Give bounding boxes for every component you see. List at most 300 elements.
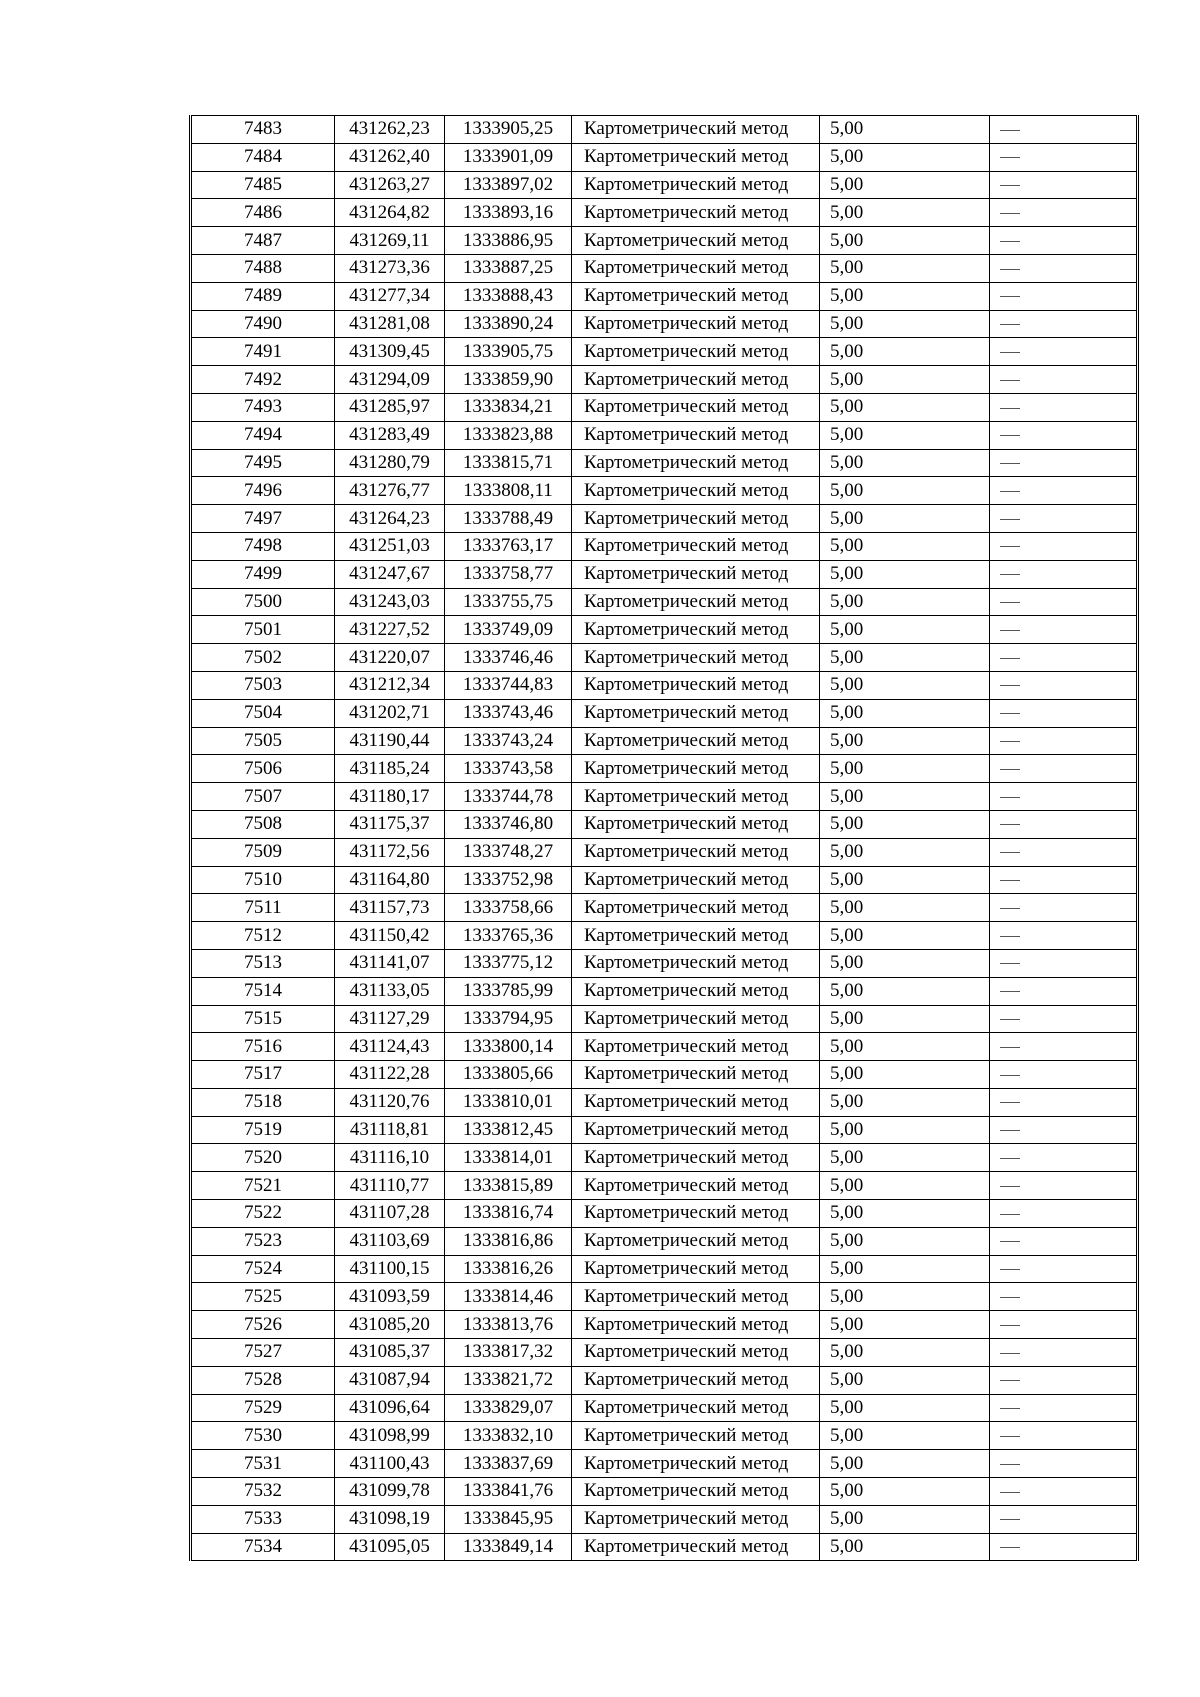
dash-mark xyxy=(1000,1380,1020,1381)
table-row xyxy=(191,699,1138,727)
method-cell: Картометрический метод xyxy=(572,505,820,533)
description-cell xyxy=(990,338,1138,366)
dash-mark xyxy=(1000,1492,1020,1493)
x-coordinate-cell: 431283,49 xyxy=(335,421,445,449)
table-row xyxy=(191,1283,1138,1311)
accuracy-cell: 5,00 xyxy=(820,1061,990,1089)
description-cell xyxy=(990,1450,1138,1478)
dash-mark xyxy=(1000,213,1020,214)
dash-mark xyxy=(1000,1214,1020,1215)
table-row xyxy=(191,1061,1138,1089)
table-row xyxy=(191,783,1138,811)
point-number-cell: 7499 xyxy=(191,560,335,588)
x-coordinate-cell: 431093,59 xyxy=(335,1283,445,1311)
method-cell: Картометрический метод xyxy=(572,810,820,838)
dash-text xyxy=(1020,228,1021,229)
y-coordinate-cell: 1333758,66 xyxy=(445,894,572,922)
accuracy-cell: 5,00 xyxy=(820,366,990,394)
point-number-cell: 7485 xyxy=(191,171,335,199)
dash-mark xyxy=(1000,1047,1020,1048)
point-number-cell: 7524 xyxy=(191,1255,335,1283)
point-number-cell: 7501 xyxy=(191,616,335,644)
dash-mark xyxy=(1000,324,1020,325)
y-coordinate-cell: 1333743,46 xyxy=(445,699,572,727)
y-coordinate-cell: 1333829,07 xyxy=(445,1394,572,1422)
dash-mark xyxy=(1000,908,1020,909)
accuracy-cell: 5,00 xyxy=(820,171,990,199)
table-row xyxy=(191,199,1138,227)
y-coordinate-cell: 1333765,36 xyxy=(445,922,572,950)
description-cell xyxy=(990,1088,1138,1116)
description-cell xyxy=(990,1311,1138,1339)
dash-mark xyxy=(1000,185,1020,186)
dash-text xyxy=(1020,728,1021,729)
dash-text xyxy=(1020,672,1021,673)
dash-mark xyxy=(1000,1102,1020,1103)
x-coordinate-cell: 431243,03 xyxy=(335,588,445,616)
description-cell xyxy=(990,477,1138,505)
point-number-cell: 7532 xyxy=(191,1478,335,1506)
dash-mark xyxy=(1000,658,1020,659)
method-cell: Картометрический метод xyxy=(572,977,820,1005)
dash-mark xyxy=(1000,1130,1020,1131)
table-row xyxy=(191,949,1138,977)
y-coordinate-cell: 1333743,24 xyxy=(445,727,572,755)
method-cell: Картометрический метод xyxy=(572,1339,820,1367)
y-coordinate-cell: 1333890,24 xyxy=(445,310,572,338)
dash-mark xyxy=(1000,1519,1020,1520)
table-row xyxy=(191,894,1138,922)
y-coordinate-cell: 1333755,75 xyxy=(445,588,572,616)
description-cell xyxy=(990,1533,1138,1561)
method-cell: Картометрический метод xyxy=(572,949,820,977)
method-cell: Картометрический метод xyxy=(572,616,820,644)
x-coordinate-cell: 431100,15 xyxy=(335,1255,445,1283)
y-coordinate-cell: 1333816,74 xyxy=(445,1200,572,1228)
x-coordinate-cell: 431280,79 xyxy=(335,449,445,477)
dash-mark xyxy=(1000,463,1020,464)
method-cell: Картометрический метод xyxy=(572,1200,820,1228)
y-coordinate-cell: 1333887,25 xyxy=(445,254,572,282)
dash-mark xyxy=(1000,1408,1020,1409)
description-cell xyxy=(990,310,1138,338)
dash-text xyxy=(1020,1145,1021,1146)
method-cell: Картометрический метод xyxy=(572,1227,820,1255)
point-number-cell: 7525 xyxy=(191,1283,335,1311)
table-row xyxy=(191,143,1138,171)
dash-text xyxy=(1020,144,1021,145)
dash-text xyxy=(1020,478,1021,479)
table-row xyxy=(191,1200,1138,1228)
x-coordinate-cell: 431185,24 xyxy=(335,755,445,783)
dash-mark xyxy=(1000,963,1020,964)
y-coordinate-cell: 1333893,16 xyxy=(445,199,572,227)
accuracy-cell: 5,00 xyxy=(820,977,990,1005)
x-coordinate-cell: 431175,37 xyxy=(335,810,445,838)
dash-text xyxy=(1020,1034,1021,1035)
dash-mark xyxy=(1000,630,1020,631)
dash-mark xyxy=(1000,1547,1020,1548)
dash-text xyxy=(1020,784,1021,785)
point-number-cell: 7507 xyxy=(191,783,335,811)
dash-text xyxy=(1020,867,1021,868)
table-row xyxy=(191,1478,1138,1506)
description-cell xyxy=(990,505,1138,533)
description-cell xyxy=(990,727,1138,755)
x-coordinate-cell: 431110,77 xyxy=(335,1172,445,1200)
dash-mark xyxy=(1000,769,1020,770)
point-number-cell: 7527 xyxy=(191,1339,335,1367)
description-cell xyxy=(990,810,1138,838)
point-number-cell: 7518 xyxy=(191,1088,335,1116)
y-coordinate-cell: 1333743,58 xyxy=(445,755,572,783)
method-cell: Картометрический метод xyxy=(572,338,820,366)
description-cell xyxy=(990,1116,1138,1144)
method-cell: Картометрический метод xyxy=(572,1450,820,1478)
method-cell: Картометрический метод xyxy=(572,1255,820,1283)
dash-text xyxy=(1020,1256,1021,1257)
dash-text xyxy=(1020,1200,1021,1201)
table-row xyxy=(191,671,1138,699)
dash-mark xyxy=(1000,352,1020,353)
accuracy-cell: 5,00 xyxy=(820,393,990,421)
table-row xyxy=(191,1533,1138,1561)
method-cell: Картометрический метод xyxy=(572,671,820,699)
accuracy-cell: 5,00 xyxy=(820,1283,990,1311)
point-number-cell: 7493 xyxy=(191,393,335,421)
y-coordinate-cell: 1333905,25 xyxy=(445,116,572,144)
y-coordinate-cell: 1333816,86 xyxy=(445,1227,572,1255)
method-cell: Картометрический метод xyxy=(572,894,820,922)
point-number-cell: 7534 xyxy=(191,1533,335,1561)
accuracy-cell: 5,00 xyxy=(820,227,990,255)
y-coordinate-cell: 1333849,14 xyxy=(445,1533,572,1561)
point-number-cell: 7530 xyxy=(191,1422,335,1450)
point-number-cell: 7513 xyxy=(191,949,335,977)
method-cell: Картометрический метод xyxy=(572,1088,820,1116)
accuracy-cell: 5,00 xyxy=(820,1144,990,1172)
y-coordinate-cell: 1333763,17 xyxy=(445,532,572,560)
point-number-cell: 7486 xyxy=(191,199,335,227)
y-coordinate-cell: 1333805,66 xyxy=(445,1061,572,1089)
y-coordinate-cell: 1333785,99 xyxy=(445,977,572,1005)
dash-text xyxy=(1020,589,1021,590)
dash-mark xyxy=(1000,1269,1020,1270)
dash-text xyxy=(1020,1478,1021,1479)
dash-text xyxy=(1020,1228,1021,1229)
y-coordinate-cell: 1333886,95 xyxy=(445,227,572,255)
document-page xyxy=(189,115,1136,1561)
table-row xyxy=(191,227,1138,255)
accuracy-cell: 5,00 xyxy=(820,810,990,838)
method-cell: Картометрический метод xyxy=(572,644,820,672)
dash-mark xyxy=(1000,1019,1020,1020)
dash-mark xyxy=(1000,797,1020,798)
accuracy-cell: 5,00 xyxy=(820,1450,990,1478)
accuracy-cell: 5,00 xyxy=(820,1116,990,1144)
x-coordinate-cell: 431277,34 xyxy=(335,282,445,310)
method-cell: Картометрический метод xyxy=(572,1311,820,1339)
x-coordinate-cell: 431122,28 xyxy=(335,1061,445,1089)
point-number-cell: 7510 xyxy=(191,866,335,894)
dash-text xyxy=(1020,839,1021,840)
point-number-cell: 7504 xyxy=(191,699,335,727)
accuracy-cell: 5,00 xyxy=(820,1200,990,1228)
dash-mark xyxy=(1000,852,1020,853)
description-cell xyxy=(990,922,1138,950)
description-cell xyxy=(990,1061,1138,1089)
method-cell: Картометрический метод xyxy=(572,866,820,894)
method-cell: Картометрический метод xyxy=(572,1033,820,1061)
accuracy-cell: 5,00 xyxy=(820,616,990,644)
table-row xyxy=(191,1339,1138,1367)
table-row xyxy=(191,1422,1138,1450)
x-coordinate-cell: 431262,40 xyxy=(335,143,445,171)
y-coordinate-cell: 1333800,14 xyxy=(445,1033,572,1061)
accuracy-cell: 5,00 xyxy=(820,477,990,505)
method-cell: Картометрический метод xyxy=(572,1422,820,1450)
y-coordinate-cell: 1333746,46 xyxy=(445,644,572,672)
dash-text xyxy=(1020,1006,1021,1007)
y-coordinate-cell: 1333748,27 xyxy=(445,838,572,866)
point-number-cell: 7506 xyxy=(191,755,335,783)
description-cell xyxy=(990,1144,1138,1172)
accuracy-cell: 5,00 xyxy=(820,1505,990,1533)
dash-mark xyxy=(1000,1241,1020,1242)
table-row xyxy=(191,477,1138,505)
table-row xyxy=(191,1005,1138,1033)
dash-mark xyxy=(1000,880,1020,881)
accuracy-cell: 5,00 xyxy=(820,922,990,950)
accuracy-cell: 5,00 xyxy=(820,1422,990,1450)
y-coordinate-cell: 1333815,89 xyxy=(445,1172,572,1200)
accuracy-cell: 5,00 xyxy=(820,1227,990,1255)
accuracy-cell: 5,00 xyxy=(820,338,990,366)
dash-mark xyxy=(1000,1297,1020,1298)
x-coordinate-cell: 431294,09 xyxy=(335,366,445,394)
method-cell: Картометрический метод xyxy=(572,1478,820,1506)
accuracy-cell: 5,00 xyxy=(820,1533,990,1561)
dash-text xyxy=(1020,283,1021,284)
table-row xyxy=(191,616,1138,644)
description-cell xyxy=(990,671,1138,699)
x-coordinate-cell: 431116,10 xyxy=(335,1144,445,1172)
x-coordinate-cell: 431099,78 xyxy=(335,1478,445,1506)
point-number-cell: 7484 xyxy=(191,143,335,171)
x-coordinate-cell: 431120,76 xyxy=(335,1088,445,1116)
dash-text xyxy=(1020,950,1021,951)
dash-text xyxy=(1020,811,1021,812)
y-coordinate-cell: 1333823,88 xyxy=(445,421,572,449)
point-number-cell: 7515 xyxy=(191,1005,335,1033)
x-coordinate-cell: 431227,52 xyxy=(335,616,445,644)
description-cell xyxy=(990,1366,1138,1394)
accuracy-cell: 5,00 xyxy=(820,727,990,755)
method-cell: Картометрический метод xyxy=(572,366,820,394)
dash-text xyxy=(1020,200,1021,201)
table-row xyxy=(191,532,1138,560)
description-cell xyxy=(990,1033,1138,1061)
point-number-cell: 7519 xyxy=(191,1116,335,1144)
dash-text xyxy=(1020,561,1021,562)
x-coordinate-cell: 431220,07 xyxy=(335,644,445,672)
point-number-cell: 7531 xyxy=(191,1450,335,1478)
description-cell xyxy=(990,1422,1138,1450)
y-coordinate-cell: 1333788,49 xyxy=(445,505,572,533)
dash-text xyxy=(1020,1534,1021,1535)
table-row xyxy=(191,393,1138,421)
accuracy-cell: 5,00 xyxy=(820,505,990,533)
method-cell: Картометрический метод xyxy=(572,282,820,310)
dash-mark xyxy=(1000,1075,1020,1076)
point-number-cell: 7508 xyxy=(191,810,335,838)
dash-mark xyxy=(1000,1325,1020,1326)
point-number-cell: 7516 xyxy=(191,1033,335,1061)
x-coordinate-cell: 431098,19 xyxy=(335,1505,445,1533)
point-number-cell: 7522 xyxy=(191,1200,335,1228)
accuracy-cell: 5,00 xyxy=(820,1005,990,1033)
method-cell: Картометрический метод xyxy=(572,755,820,783)
description-cell xyxy=(990,1200,1138,1228)
dash-mark xyxy=(1000,1186,1020,1187)
table-row xyxy=(191,644,1138,672)
method-cell: Картометрический метод xyxy=(572,1283,820,1311)
accuracy-cell: 5,00 xyxy=(820,838,990,866)
table-row xyxy=(191,171,1138,199)
x-coordinate-cell: 431172,56 xyxy=(335,838,445,866)
x-coordinate-cell: 431247,67 xyxy=(335,560,445,588)
description-cell xyxy=(990,838,1138,866)
point-number-cell: 7497 xyxy=(191,505,335,533)
point-number-cell: 7520 xyxy=(191,1144,335,1172)
dash-text xyxy=(1020,1312,1021,1313)
method-cell: Картометрический метод xyxy=(572,199,820,227)
method-cell: Картометрический метод xyxy=(572,532,820,560)
table-row xyxy=(191,727,1138,755)
x-coordinate-cell: 431190,44 xyxy=(335,727,445,755)
point-number-cell: 7489 xyxy=(191,282,335,310)
y-coordinate-cell: 1333758,77 xyxy=(445,560,572,588)
method-cell: Картометрический метод xyxy=(572,171,820,199)
dash-text xyxy=(1020,1367,1021,1368)
method-cell: Картометрический метод xyxy=(572,310,820,338)
point-number-cell: 7502 xyxy=(191,644,335,672)
method-cell: Картометрический метод xyxy=(572,1394,820,1422)
table-row xyxy=(191,1394,1138,1422)
x-coordinate-cell: 431285,97 xyxy=(335,393,445,421)
y-coordinate-cell: 1333749,09 xyxy=(445,616,572,644)
point-number-cell: 7533 xyxy=(191,1505,335,1533)
y-coordinate-cell: 1333834,21 xyxy=(445,393,572,421)
description-cell xyxy=(990,227,1138,255)
method-cell: Картометрический метод xyxy=(572,1172,820,1200)
dash-mark xyxy=(1000,1436,1020,1437)
dash-text xyxy=(1020,978,1021,979)
point-number-cell: 7511 xyxy=(191,894,335,922)
method-cell: Картометрический метод xyxy=(572,1061,820,1089)
y-coordinate-cell: 1333821,72 xyxy=(445,1366,572,1394)
dash-text xyxy=(1020,1506,1021,1507)
table-row xyxy=(191,310,1138,338)
description-cell xyxy=(990,644,1138,672)
x-coordinate-cell: 431251,03 xyxy=(335,532,445,560)
dash-text xyxy=(1020,1284,1021,1285)
table-row xyxy=(191,254,1138,282)
table-row xyxy=(191,1144,1138,1172)
table-row xyxy=(191,366,1138,394)
accuracy-cell: 5,00 xyxy=(820,199,990,227)
x-coordinate-cell: 431263,27 xyxy=(335,171,445,199)
point-number-cell: 7505 xyxy=(191,727,335,755)
x-coordinate-cell: 431269,11 xyxy=(335,227,445,255)
dash-mark xyxy=(1000,574,1020,575)
x-coordinate-cell: 431264,82 xyxy=(335,199,445,227)
accuracy-cell: 5,00 xyxy=(820,671,990,699)
x-coordinate-cell: 431100,43 xyxy=(335,1450,445,1478)
description-cell xyxy=(990,254,1138,282)
point-number-cell: 7526 xyxy=(191,1311,335,1339)
table-row xyxy=(191,838,1138,866)
description-cell xyxy=(990,560,1138,588)
table-row xyxy=(191,282,1138,310)
dash-mark xyxy=(1000,241,1020,242)
description-cell xyxy=(990,1505,1138,1533)
description-cell xyxy=(990,116,1138,144)
dash-text xyxy=(1020,1395,1021,1396)
x-coordinate-cell: 431085,37 xyxy=(335,1339,445,1367)
description-cell xyxy=(990,199,1138,227)
method-cell: Картометрический метод xyxy=(572,838,820,866)
y-coordinate-cell: 1333832,10 xyxy=(445,1422,572,1450)
dash-mark xyxy=(1000,296,1020,297)
dash-mark xyxy=(1000,435,1020,436)
dash-mark xyxy=(1000,519,1020,520)
dash-text xyxy=(1020,645,1021,646)
y-coordinate-cell: 1333901,09 xyxy=(445,143,572,171)
point-number-cell: 7500 xyxy=(191,588,335,616)
y-coordinate-cell: 1333888,43 xyxy=(445,282,572,310)
table-row xyxy=(191,810,1138,838)
x-coordinate-cell: 431264,23 xyxy=(335,505,445,533)
method-cell: Картометрический метод xyxy=(572,1505,820,1533)
dash-mark xyxy=(1000,380,1020,381)
accuracy-cell: 5,00 xyxy=(820,1311,990,1339)
dash-text xyxy=(1020,1339,1021,1340)
y-coordinate-cell: 1333813,76 xyxy=(445,1311,572,1339)
table-row xyxy=(191,421,1138,449)
y-coordinate-cell: 1333794,95 xyxy=(445,1005,572,1033)
method-cell: Картометрический метод xyxy=(572,922,820,950)
method-cell: Картометрический метод xyxy=(572,560,820,588)
point-number-cell: 7490 xyxy=(191,310,335,338)
point-number-cell: 7523 xyxy=(191,1227,335,1255)
description-cell xyxy=(990,449,1138,477)
dash-text xyxy=(1020,394,1021,395)
table-row xyxy=(191,755,1138,783)
method-cell: Картометрический метод xyxy=(572,1005,820,1033)
table-row xyxy=(191,1311,1138,1339)
description-cell xyxy=(990,143,1138,171)
point-number-cell: 7498 xyxy=(191,532,335,560)
method-cell: Картометрический метод xyxy=(572,393,820,421)
table-row xyxy=(191,1227,1138,1255)
description-cell xyxy=(990,366,1138,394)
accuracy-cell: 5,00 xyxy=(820,699,990,727)
description-cell xyxy=(990,1394,1138,1422)
dash-text xyxy=(1020,923,1021,924)
point-number-cell: 7521 xyxy=(191,1172,335,1200)
point-number-cell: 7528 xyxy=(191,1366,335,1394)
